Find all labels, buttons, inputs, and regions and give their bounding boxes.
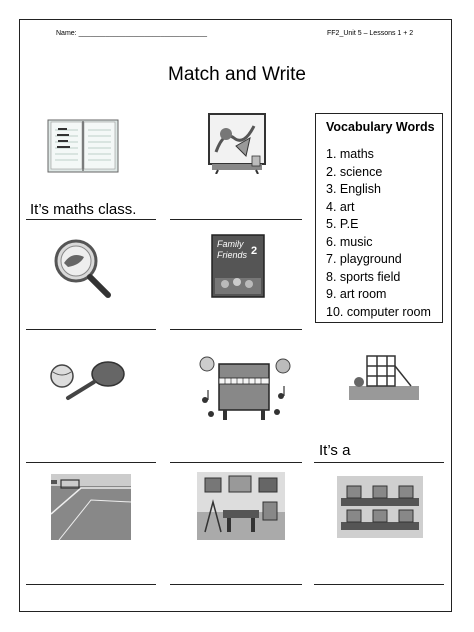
vocabulary-box <box>315 113 443 323</box>
sports-field-picture <box>51 474 131 540</box>
answer-line[interactable] <box>26 462 156 463</box>
answer-line[interactable] <box>26 219 156 220</box>
lesson-reference: FF2_Unit 5 – Lessons 1 + 2 <box>327 30 414 37</box>
vocabulary-item: 6. music <box>326 234 373 249</box>
answer-line[interactable] <box>26 584 156 585</box>
vocabulary-item: 9. art room <box>326 287 387 301</box>
name-field[interactable] <box>56 30 207 37</box>
page-title: Match and Write <box>168 64 306 85</box>
answer-line[interactable] <box>170 462 302 463</box>
vocabulary-item: 2. science <box>326 164 383 179</box>
answer-line[interactable] <box>170 329 302 330</box>
open-book-picture <box>46 116 120 176</box>
answer-line[interactable] <box>314 462 444 463</box>
vocabulary-item: 3. English <box>326 182 381 196</box>
example-answer-2: It’s a <box>319 442 351 459</box>
answer-line[interactable] <box>170 584 302 585</box>
vocabulary-item: 8. sports field <box>326 269 401 284</box>
vocabulary-item: 1. maths <box>326 147 374 161</box>
answer-line[interactable] <box>26 329 156 330</box>
art-board-picture <box>206 112 268 174</box>
piano-and-music-picture <box>197 352 293 422</box>
vocabulary-item: 10. computer room <box>326 304 431 319</box>
vocabulary-heading: Vocabulary Words <box>326 120 435 134</box>
computer-room-picture <box>337 476 423 538</box>
vocabulary-item: 7. playground <box>326 252 402 266</box>
example-answer-1: It’s maths class. <box>30 201 137 218</box>
book-title-line2: Friends <box>217 250 248 260</box>
name-label: Name: <box>56 30 79 37</box>
playground-climber-picture <box>349 350 419 400</box>
answer-line[interactable] <box>170 219 302 220</box>
name-blank: _________________________________ <box>78 30 208 37</box>
family-friends-book-picture <box>211 234 267 298</box>
vocabulary-item: 5. P.E <box>326 217 359 231</box>
book-title-line1: Family <box>217 239 244 249</box>
ball-and-racket-picture <box>48 358 130 402</box>
art-room-picture <box>197 472 285 540</box>
answer-line[interactable] <box>314 584 444 585</box>
vocabulary-item: 4. art <box>326 199 355 214</box>
vocabulary-list <box>326 146 431 321</box>
magnifier-picture <box>50 237 114 301</box>
book-title-number: 2 <box>251 245 258 257</box>
